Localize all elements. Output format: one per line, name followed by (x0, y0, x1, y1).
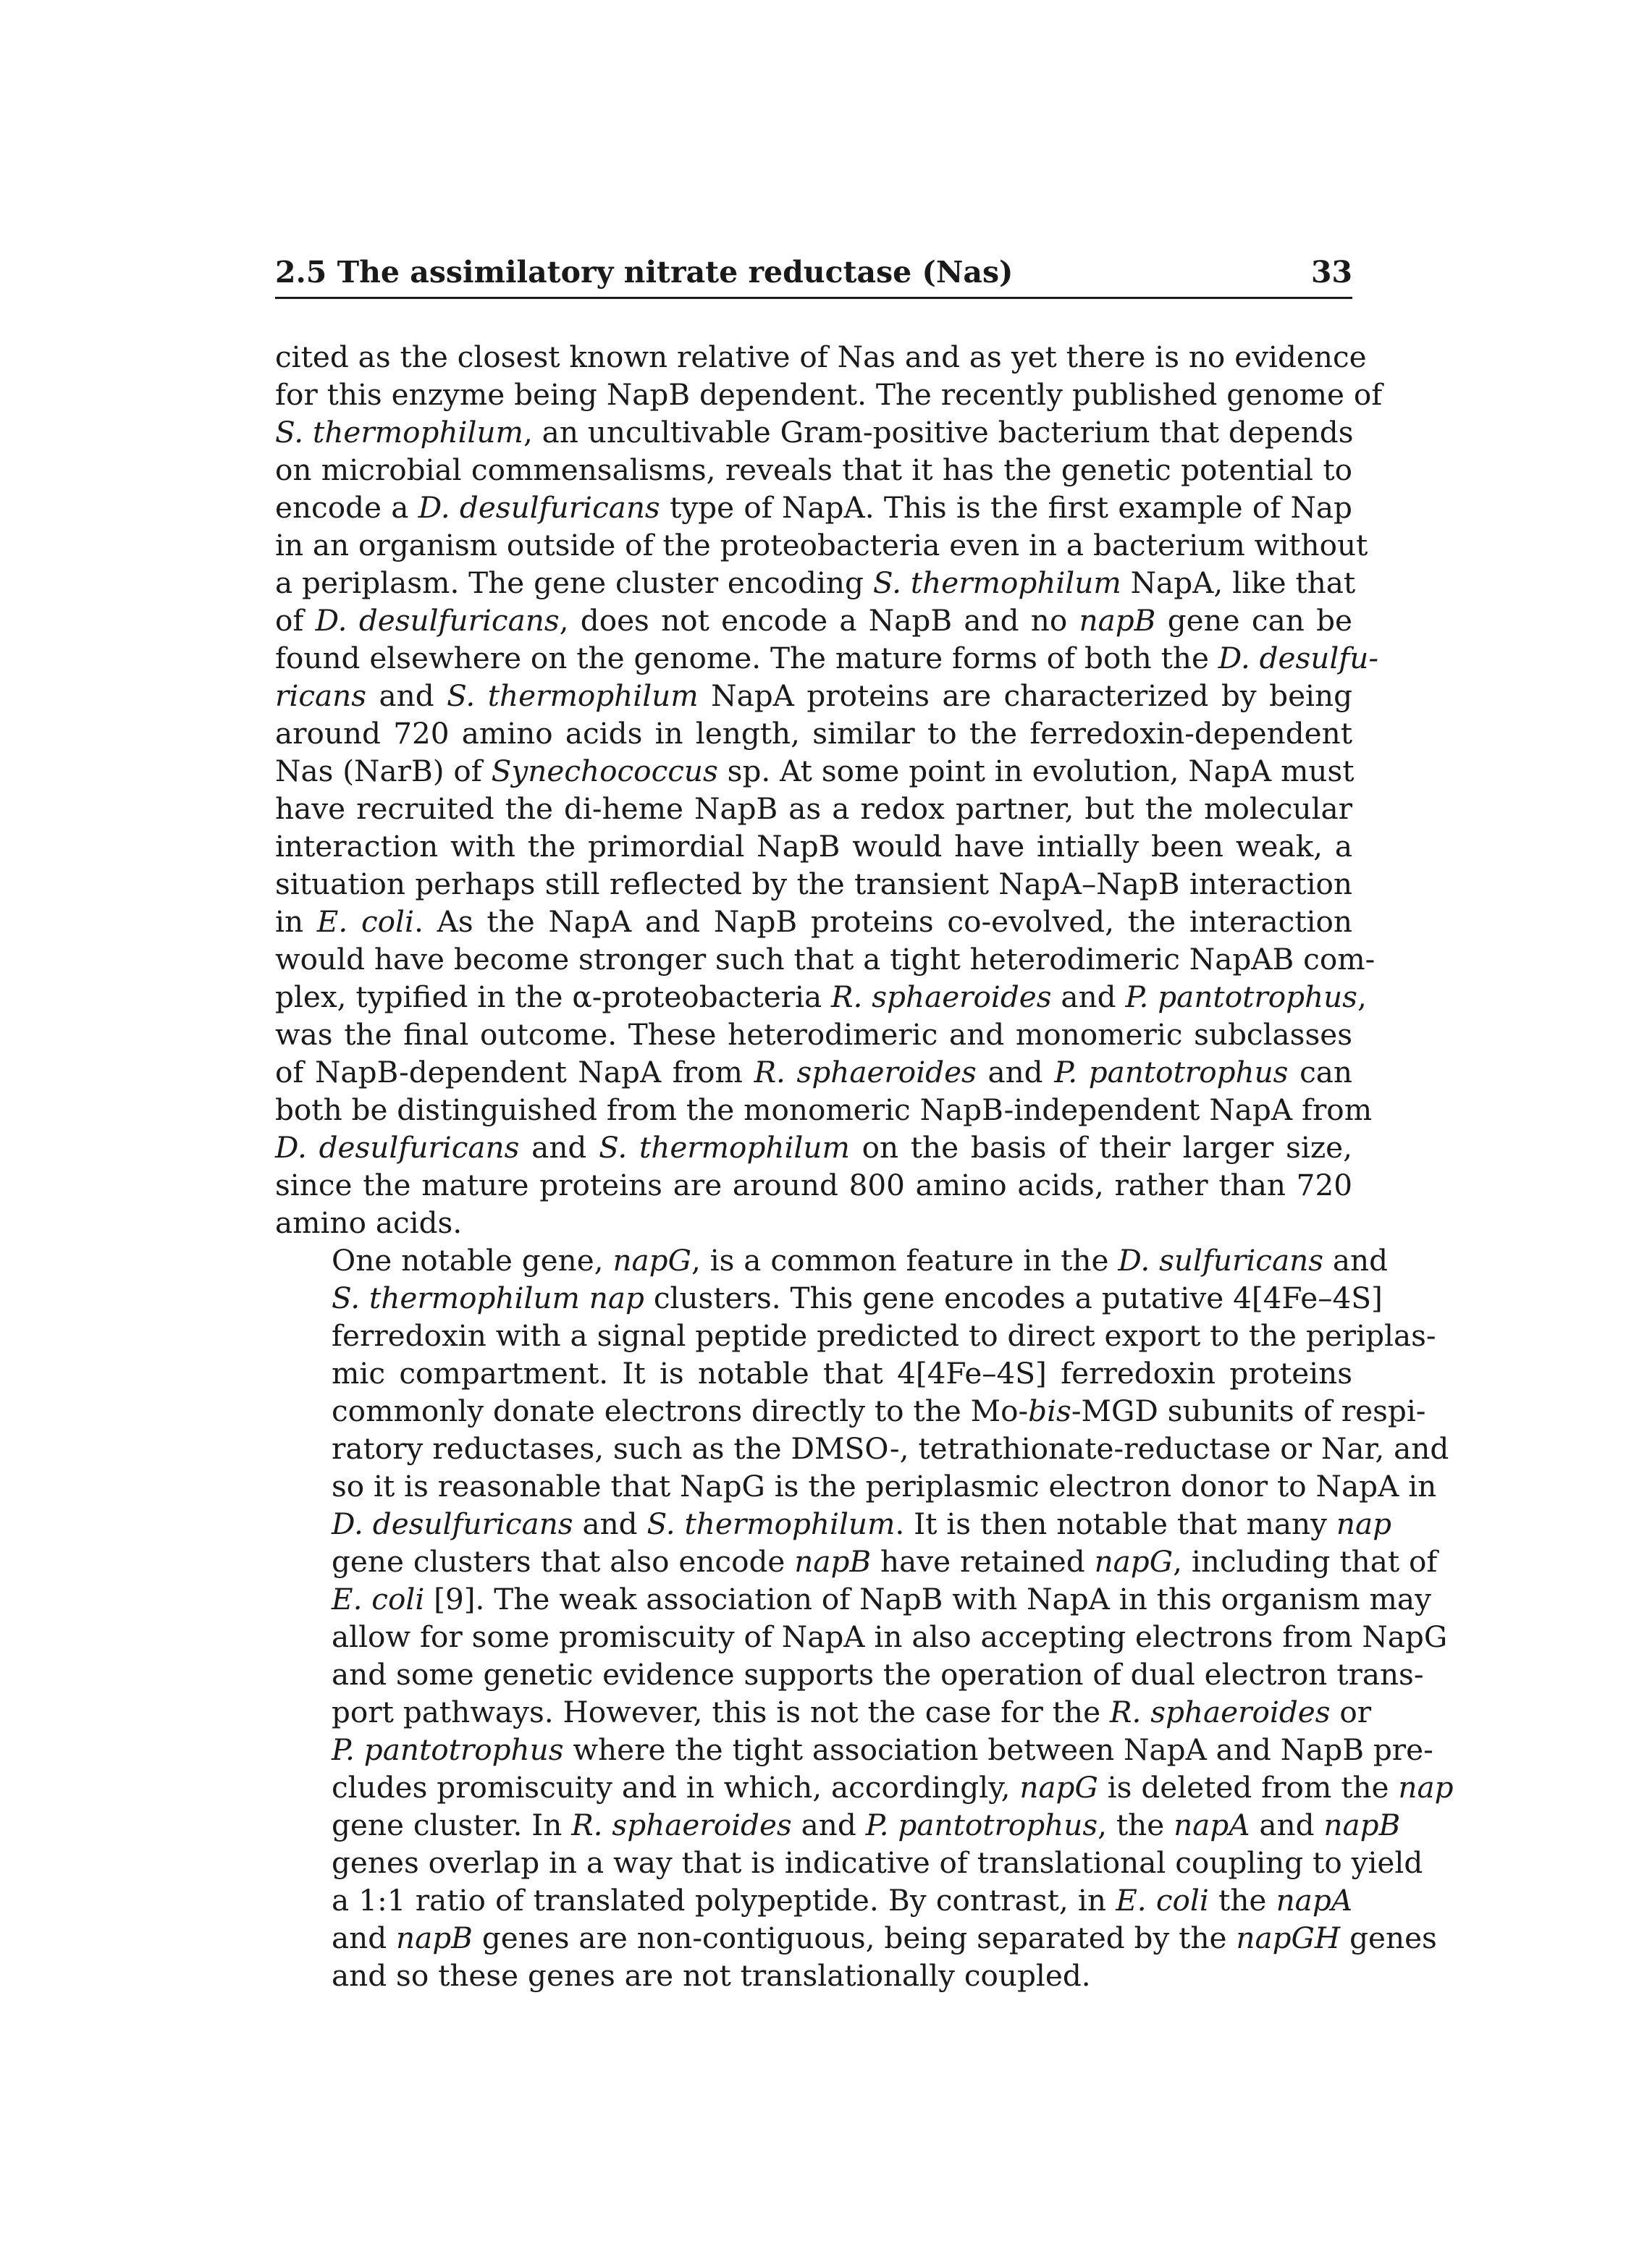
text-line: D. desulfuricans and S. thermophilum. It is then notable that many nap (332, 1506, 1392, 1541)
text-line: of NapB-dependent NapA from R. sphaeroides and P. pantotrophus can (275, 1055, 1352, 1089)
text-line: P. pantotrophus where the tight association between NapA and NapB pre- (332, 1732, 1433, 1767)
text-line: cited as the closest known relative of Nas and as yet there is no evidence (275, 340, 1367, 374)
text-line: gene cluster. In R. sphaeroides and P. pantotrophus, the napA and napB (332, 1808, 1401, 1842)
text-line: encode a D. desulfuricans type of NapA. This is the first example of Nap (275, 490, 1352, 525)
text-line: for this enzyme being NapB dependent. The recently published genome of (275, 377, 1383, 412)
text-line: situation perhaps still reflected by the transient NapA–NapB interaction (275, 867, 1352, 901)
text-line: cludes promiscuity and in which, accordingly, napG is deleted from the nap (332, 1770, 1454, 1805)
section-title: 2.5 The assimilatory nitrate reductase (Nas) (275, 255, 1014, 290)
text-line: commonly donate electrons directly to the Mo-bis-MGD subunits of respi- (332, 1394, 1426, 1428)
text-line: E. coli [9]. The weak association of NapB with NapA in this organism may (332, 1582, 1431, 1616)
text-line: plex, typified in the α-proteobacteria R. sphaeroides and P. pantotrophus, (275, 979, 1367, 1014)
text-line: One notable gene, napG, is a common feature in the D. sulfuricans and (332, 1243, 1389, 1278)
text-line: Nas (NarB) of Synechococcus sp. At some point in evolution, NapA must (275, 754, 1355, 788)
body-text (275, 338, 1454, 1994)
text-line: of D. desulfuricans, does not encode a NapB and no napB gene can be (275, 603, 1352, 638)
text-line: and so these genes are not translationally coupled. (332, 1958, 1091, 1993)
text-line: allow for some promiscuity of NapA in also accepting electrons from NapG (332, 1619, 1448, 1654)
text-line: S. thermophilum, an uncultivable Gram-positive bacterium that depends (275, 415, 1354, 450)
text-line: have recruited the di-heme NapB as a redox partner, but the molecular (275, 791, 1352, 826)
text-line: ricans and S. thermophilum NapA proteins are characterized by being (275, 678, 1352, 713)
text-line: a 1:1 ratio of translated polypeptide. By contrast, in E. coli the napA (332, 1883, 1352, 1918)
text-line: so it is reasonable that NapG is the periplasmic electron donor to NapA in (332, 1469, 1437, 1504)
text-line: genes overlap in a way that is indicative of translational coupling to yield (332, 1845, 1423, 1880)
text-line: port pathways. However, this is not the case for the R. sphaeroides or (332, 1695, 1372, 1729)
text-line: S. thermophilum nap clusters. This gene encodes a putative 4[4Fe–4S] (332, 1281, 1383, 1315)
text-line: ferredoxin with a signal peptide predicted to direct export to the periplas- (332, 1318, 1436, 1353)
page-number: 33 (1310, 255, 1352, 290)
text-line: D. desulfuricans and S. thermophilum on the basis of their larger size, (275, 1130, 1352, 1165)
text-line: was the final outcome. These heterodimeric and monomeric subclasses (275, 1017, 1352, 1052)
text-line: a periplasm. The gene cluster encoding S. thermophilum NapA, like that (275, 565, 1356, 600)
text-line: amino acids. (275, 1205, 463, 1240)
document-page (275, 253, 1454, 1994)
text-line: interaction with the primordial NapB would have intially been weak, a (275, 829, 1352, 864)
running-head (275, 253, 1352, 299)
text-line: both be distinguished from the monomeric NapB-independent NapA from (275, 1092, 1373, 1127)
text-line: ratory reductases, such as the DMSO-, tetrathionate-reductase or Nar, and (332, 1431, 1449, 1466)
paragraph (275, 1242, 1454, 1994)
text-line: gene clusters that also encode napB have retained napG, including that of (332, 1544, 1438, 1579)
text-line: around 720 amino acids in length, similar to the ferredoxin-dependent (275, 716, 1352, 751)
paragraph (275, 338, 1383, 1242)
text-line: mic compartment. It is notable that 4[4Fe–4S] ferredoxin proteins (332, 1356, 1352, 1391)
text-line: since the mature proteins are around 800 amino acids, rather than 720 (275, 1168, 1352, 1202)
text-line: would have become stronger such that a tight heterodimeric NapAB com- (275, 942, 1376, 977)
text-line: and some genetic evidence supports the operation of dual electron trans- (332, 1657, 1424, 1692)
text-line: on microbial commensalisms, reveals that it has the genetic potential to (275, 452, 1352, 487)
text-line: in an organism outside of the proteobacteria even in a bacterium without (275, 528, 1368, 562)
text-line: in E. coli. As the NapA and NapB proteins co-evolved, the interaction (275, 904, 1352, 939)
text-line: and napB genes are non-contiguous, being separated by the napGH genes (332, 1921, 1437, 1955)
text-line: found elsewhere on the genome. The mature forms of both the D. desulfu- (275, 641, 1379, 675)
